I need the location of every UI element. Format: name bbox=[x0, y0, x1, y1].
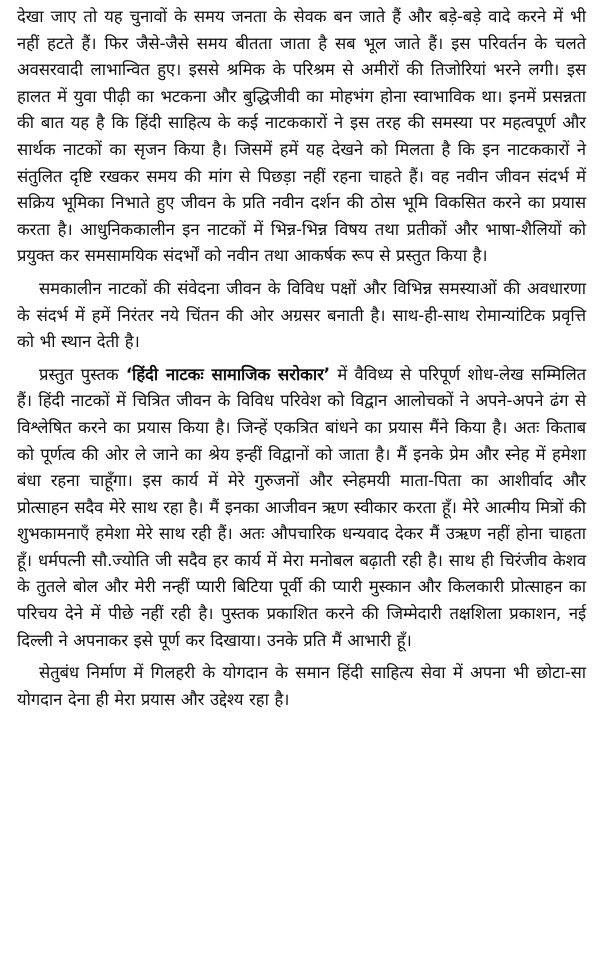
paragraph-4: सेतुबंध निर्माण में गिलहरी के योगदान के समान हिंदी साहित्य सेवा में अपना भी छोटा-सा योगदान देना ही मेरा प्रयास और उद्देश्य रहा है। bbox=[17, 663, 586, 709]
paragraph-3-body: में वैविध्य से परिपूर्ण शोध-लेख सम्मिलित हैं। हिंदी नाटकों में चित्रित जीवन के विविध परिवेश को विद्वान आलोचकों ने अपने-अपने ढंग से विश्लेषित करने का प्रयास किया है। जिन्हें एकत्रित बांधने का प्रयास मैंने किया है। अतः किताब को पूर्णत्व की ओर ले जाने का श्रेय इन्हीं विद्वानों को जाता है। मैं इनके प्रेम और स्नेह में हमेशा बंधा रहना चाहूँगा। इस कार्य में मेरे गुरुजनों और स्नेहमयी माता-पिता का आशीर्वाद और प्रोत्साहन सदैव मेरे साथ रहा है। मैं इनका आजीवन ऋण स्वीकार करता हूँ। मेरे आत्मीय मित्रों की शुभकामनाएँ हमेशा मेरे साथ रही हैं। अतः औपचारिक धन्यवाद देकर मैं उऋण नहीं होना चाहता हूँ। धर्मपत्नी सौ.ज्योति जी सदैव हर कार्य में मेरा मनोबल बढ़ाती रही है। साथ ही चिरंजीव केशव के तुतले बोल और मेरी नन्हीं प्यारी बिटिया पूर्वी की प्यारी मुस्कान और किलकारी प्रोत्साहन का परिचय देने में पीछे नहीं रही है। पुस्तक प्रकाशित करने की जिम्मेदारी तक्षशिला प्रकाशन, नई दिल्ली ने अपनाकर इसे पूर्ण कर दिखाया। उनके प्रति मैं आभारी हूँ। bbox=[17, 364, 586, 650]
paragraph-3 bbox=[17, 362, 586, 655]
paragraph-3-intro: प्रस्तुत पुस्तक bbox=[39, 364, 126, 384]
book-title: ‘हिंदी नाटकः सामाजिक सरोकार’ bbox=[125, 364, 330, 384]
paragraph-1: देखा जाए तो यह चुनावों के समय जनता के सेवक बन जाते हैं और बड़े-बड़े वादे करने में भी नहीं हटते हैं। फिर जैसे-जैसे समय बीतता जाता है सब भूल जाते हैं। इस परिवर्तन के चलते अवसरवादी लाभान्वित हुए। इससे श्रमिक के परिश्रम से अमीरों की तिजोरियां भरने लगी। इस हालत में युवा पीढ़ी का भटकना और बुद्धिजीवी का मोहभंग होना स्वाभाविक था। इनमें प्रसन्नता की बात यह है कि हिंदी साहित्य के कई नाटककारों ने इस तरह की समस्या पर महत्वपूर्ण और सार्थक नाटकों का सृजन किया है। जिसमें हमें यह देखने को मिलता है कि इन नाटककारों ने संतुलित दृष्टि रखकर समय की मांग से पिछड़ा नहीं रहना चाहते हैं। वह नवीन जीवन संदर्भ में सक्रिय भूमिका निभाते हुए जीवन के प्रति नवीन दर्शन की ठोस भूमि विकसित करने का प्रयास करता है। आधुनिककालीन इन नाटकों में भिन्न-भिन्न विषय तथा प्रतीकों और भाषा-शैलियों को प्रयुक्त कर समसामयिक संदर्भों को नवीन तथा आकर्षक रूप से प्रस्तुत किया है। bbox=[17, 7, 586, 266]
paragraph-2: समकालीन नाटकों की संवेदना जीवन के विविध पक्षों और विभिन्न समस्याओं की अवधारणा के संदर्भ में हमें निरंतर नये चिंतन की ओर अग्रसर बनाती है। साथ-ही-साथ रोमान्यांटिक प्रवृत्ति को भी स्थान देती है। bbox=[17, 278, 586, 352]
